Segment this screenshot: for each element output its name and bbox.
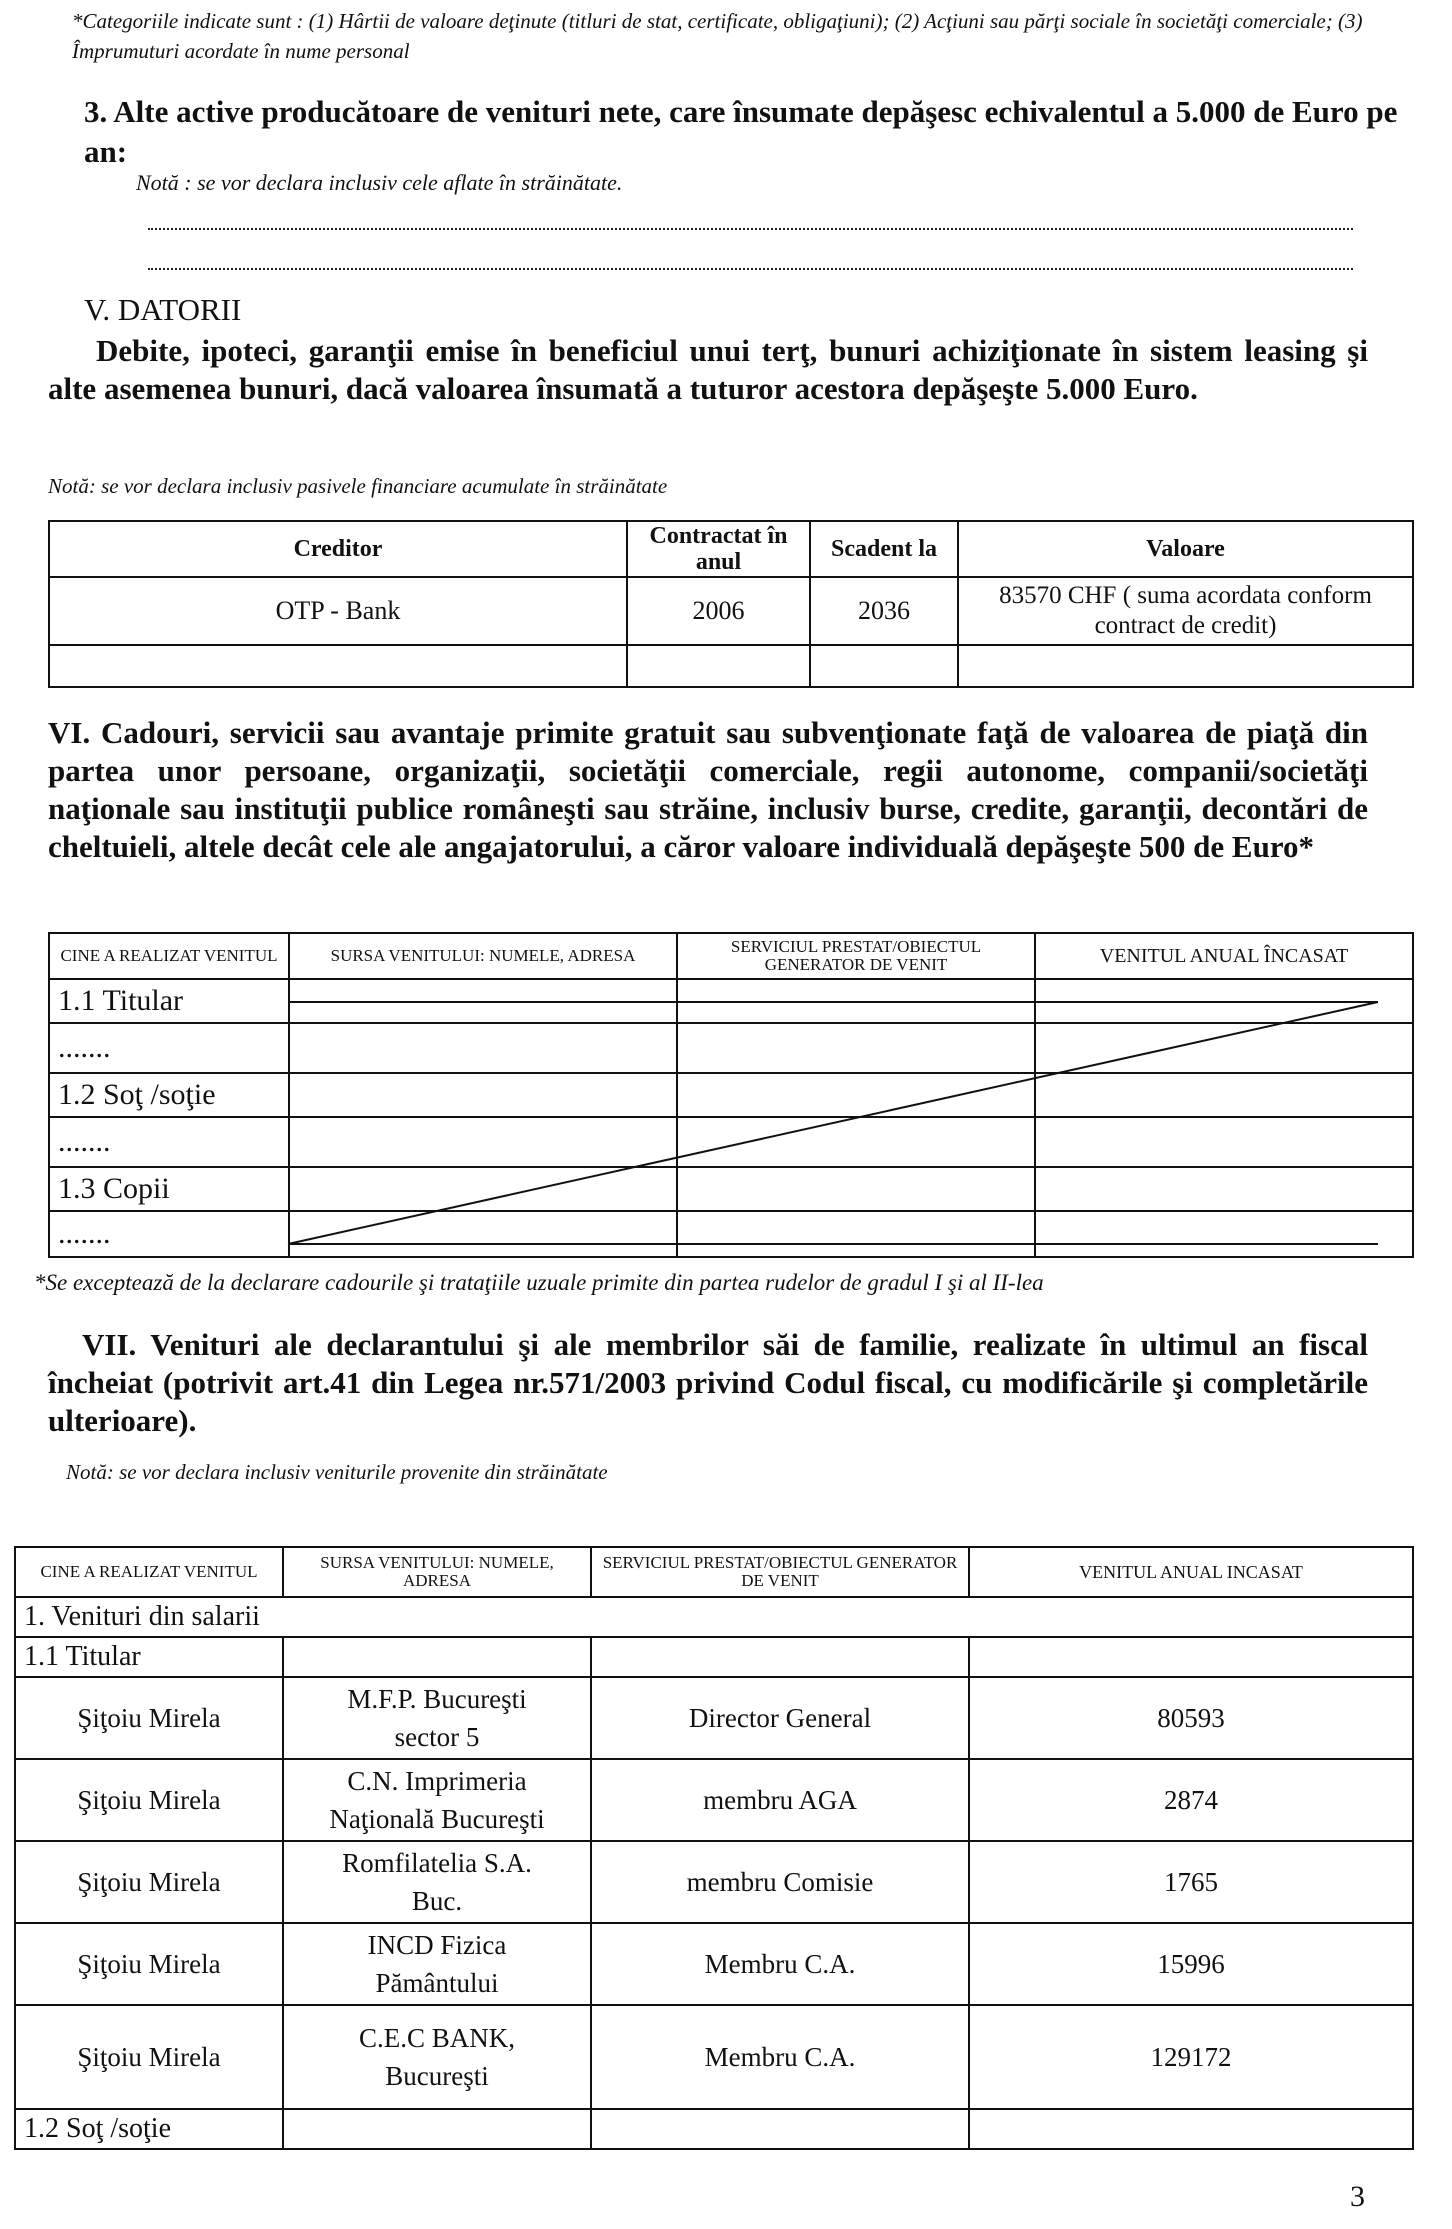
header-creditor: Creditor — [49, 521, 627, 577]
income-row — [15, 1677, 1413, 1759]
income-who: Şiţoiu Mirela — [15, 1759, 283, 1841]
section7-heading: VII. Venituri ale declarantului şi ale membrilor săi de familie, realizate în ultimul an fiscal încheiat (potrivit art.41 din Legea nr.571/2003 privind Codul fiscal, cu modificările şi completările ulterioare). — [48, 1327, 1368, 1438]
header-service: SERVICIUL PRESTAT/OBIECTUL GENERATOR DE VENIT — [591, 1547, 969, 1597]
subgroup-holder: 1.1 Titular — [15, 1637, 283, 1677]
source-line-2: Naţională Bucureşti — [329, 1804, 545, 1834]
page-number: 3 — [1350, 2180, 1365, 2213]
income-amount: 80593 — [969, 1677, 1413, 1759]
due-cell: 2036 — [810, 577, 958, 645]
row-label: ....... — [49, 1023, 289, 1073]
source-line-1: C.E.C BANK, — [358, 2023, 515, 2053]
income-who: Şiţoiu Mirela — [15, 2005, 283, 2109]
section5-note: Notă: se vor declara inclusiv pasivele financiare acumulate în străinătate — [48, 474, 668, 498]
row-label: ....... — [49, 1211, 289, 1257]
income-source — [283, 1923, 591, 2005]
empty-cell — [969, 1637, 1413, 1677]
header-service: SERVICIUL PRESTAT/OBIECTUL GENERATOR DE VENIT — [677, 933, 1035, 979]
income-who: Şiţoiu Mirela — [15, 1841, 283, 1923]
income-source — [283, 1841, 591, 1923]
group-salaries: 1. Venituri din salarii — [15, 1597, 1413, 1637]
income-row — [15, 2005, 1413, 2109]
empty-cell — [591, 1637, 969, 1677]
header-source: SURSA VENITULUI: NUMELE, ADRESA — [283, 1547, 591, 1597]
header-due: Scadent la — [810, 521, 958, 577]
row-label: 1.2 Soţ /soţie — [49, 1073, 289, 1117]
top-note: *Categoriile indicate sunt : (1) Hârtii de valoare deţinute (titluri de stat, certificate, obligaţiuni); (2) Acţiuni sau părţi sociale în societăţi comerciale; (3) Împrumuturi acordate în nume personal — [72, 9, 1363, 63]
source-line-2: Pământului — [375, 1968, 499, 1998]
income-source — [283, 1759, 591, 1841]
income-table — [14, 1546, 1414, 2150]
source-line-1: M.F.P. Bucureşti — [347, 1684, 527, 1714]
creditor-cell: OTP - Bank — [49, 577, 627, 645]
income-amount: 15996 — [969, 1923, 1413, 2005]
income-service: membru AGA — [591, 1759, 969, 1841]
income-source — [283, 2005, 591, 2109]
section3-note: Notă : se vor declara inclusiv cele aflate în străinătate. — [136, 170, 623, 195]
income-subgroup-row — [15, 1637, 1413, 1677]
income-amount: 1765 — [969, 1841, 1413, 1923]
source-line-2: Buc. — [411, 1886, 463, 1916]
income-group-row — [15, 1597, 1413, 1637]
income-source — [283, 1677, 591, 1759]
header-value: Valoare — [958, 521, 1413, 577]
section5-title: V. DATORII — [84, 292, 242, 327]
source-line-1: C.N. Imprimeria — [347, 1766, 527, 1796]
row-label: 1.1 Titular — [49, 979, 289, 1023]
header-who: CINE A REALIZAT VENITUL — [49, 933, 289, 979]
row-label: ....... — [49, 1117, 289, 1167]
header-who: CINE A REALIZAT VENITUL — [15, 1547, 283, 1597]
income-row — [15, 1923, 1413, 2005]
income-service: Membru C.A. — [591, 1923, 969, 2005]
strike-diagonal-line — [288, 1002, 1378, 1244]
income-who: Şiţoiu Mirela — [15, 1677, 283, 1759]
income-amount: 2874 — [969, 1759, 1413, 1841]
contracted-cell: 2006 — [627, 577, 810, 645]
income-amount: 129172 — [969, 2005, 1413, 2109]
row-label: 1.3 Copii — [49, 1167, 289, 1211]
header-source: SURSA VENITULUI: NUMELE, ADRESA — [289, 933, 677, 979]
income-header-row — [15, 1547, 1413, 1597]
subgroup-spouse: 1.2 Soţ /soţie — [15, 2109, 283, 2149]
header-income: VENITUL ANUAL ÎNCASAT — [1035, 933, 1413, 979]
income-who: Şiţoiu Mirela — [15, 1923, 283, 2005]
source-line-2: sector 5 — [394, 1722, 480, 1752]
empty-cell — [591, 2109, 969, 2149]
source-line-1: INCD Fizica — [367, 1930, 507, 1960]
income-service: Director General — [591, 1677, 969, 1759]
section6-heading: VI. Cadouri, servicii sau avantaje primite gratuit sau subvenţionate faţă de valoarea de piaţă din partea unor persoane, organizaţii, societăţii comerciale, regii autonome, companii/societăţi naţionale sau instituţii publice româneşti sau străine, inclusiv burse, credite, garanţii, decontări de cheltuieli, altele decât cele ale angajatorului, a căror valoare individuală depăşeşte 500 de Euro* — [48, 715, 1368, 864]
source-line-1: Romfilatelia S.A. — [342, 1848, 532, 1878]
income-subgroup-row — [15, 2109, 1413, 2149]
income-service: Membru C.A. — [591, 2005, 969, 2109]
source-line-2: Bucureşti — [385, 2061, 489, 2091]
header-income: VENITUL ANUAL INCASAT — [969, 1547, 1413, 1597]
section5-body: Debite, ipoteci, garanţii emise în beneficiul unui terţ, bunuri achiziţionate în sistem leasing şi alte asemenea bunuri, dacă valoarea însumată a tuturor acestora depăşeşte 5.000 Euro. — [48, 333, 1368, 406]
empty-cell — [283, 2109, 591, 2149]
empty-cell — [283, 1637, 591, 1677]
section3-heading: 3. Alte active producătoare de venituri nete, care însumate depăşesc echivalentul a 5.000 de Euro pe an: — [84, 94, 1398, 169]
section7-note: Notă: se vor declara inclusiv veniturile provenite din străinătate — [66, 1460, 608, 1484]
income-service: membru Comisie — [591, 1841, 969, 1923]
income-row — [15, 1759, 1413, 1841]
header-contracted: Contractat în anul — [627, 521, 810, 577]
value-cell: 83570 CHF ( suma acordata conform contract de credit) — [958, 577, 1413, 645]
empty-cell — [969, 2109, 1413, 2149]
section6-footnote: *Se exceptează de la declarare cadourile şi trataţiile uzuale primite din partea rudelor de gradul I şi al II-lea — [34, 1270, 1044, 1295]
income-row — [15, 1841, 1413, 1923]
